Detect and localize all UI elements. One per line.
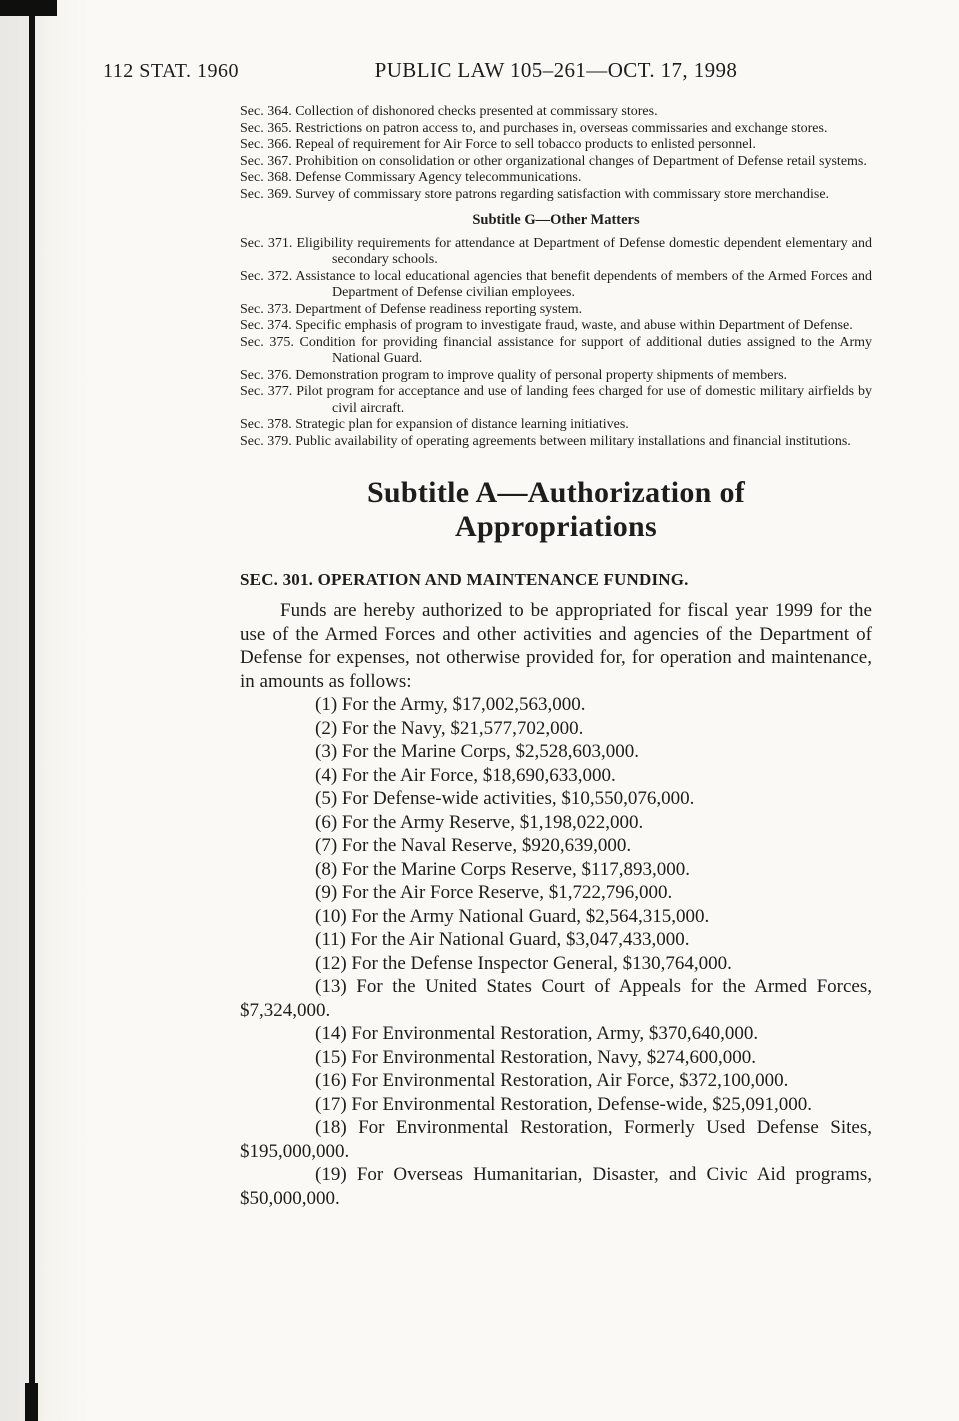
- table-of-contents: [240, 104, 872, 450]
- toc-entry-text: Condition for providing financial assistance for support of additional duties assigned to the Army National Guard.: [299, 334, 872, 366]
- toc-entry-text: Demonstration program to improve quality of personal property shipments of members.: [295, 367, 788, 383]
- toc-entry-label: Sec. 379.: [240, 433, 292, 449]
- toc-entry-label: Sec. 374.: [240, 318, 292, 333]
- toc-entry-text: Assistance to local educational agencies that benefit dependents of members of the Armed Forces and Department of Defense civilian employees.: [295, 268, 873, 300]
- stat-page-number: 112 STAT. 1960: [103, 60, 239, 82]
- appropriation-item: (10) For the Army National Guard, $2,564,315,000.: [315, 905, 710, 927]
- toc-entry: [240, 269, 872, 302]
- toc-entry-text: Eligibility requirements for attendance at Department of Defense domestic dependent elementary and secondary schools.: [296, 235, 873, 267]
- toc-entry-text: Strategic plan for expansion of distance learning initiatives.: [295, 417, 629, 432]
- toc-entry-label: Sec. 364.: [240, 104, 292, 119]
- page-content: [240, 104, 872, 1210]
- appropriation-item: (16) For Environmental Restoration, Air Force, $372,100,000.: [315, 1070, 789, 1091]
- toc-entry: [240, 368, 872, 385]
- appropriation-item: (9) For the Air Force Reserve, $1,722,796,000.: [315, 882, 673, 903]
- toc-entry-label: Sec. 366.: [240, 137, 292, 152]
- appropriation-item: (18) For Environmental Restoration, Formerly Used Defense Sites, $195,000,000.: [240, 1117, 872, 1162]
- toc-entry: [240, 187, 872, 204]
- toc-entry-label: Sec. 376.: [240, 367, 292, 383]
- subtitle-a-heading-line2: Appropriations: [454, 510, 658, 543]
- toc-entry-label: Sec. 365.: [240, 120, 292, 136]
- toc-entry: [240, 121, 872, 138]
- toc-entry-label: Sec. 375.: [240, 334, 294, 350]
- appropriation-item: (8) For the Marine Corps Reserve, $117,893,000.: [315, 858, 691, 880]
- appropriation-item: (14) For Environmental Restoration, Army, $370,640,000.: [315, 1023, 759, 1044]
- scan-artifact-bottom: [25, 1383, 38, 1421]
- toc-entry: [240, 302, 872, 319]
- toc-entry: [240, 335, 872, 368]
- subtitle-a-heading: [240, 476, 872, 544]
- toc-entry-text: Repeal of requirement for Air Force to sell tobacco products to enlisted personnel.: [295, 137, 756, 152]
- toc-entry-text: Restrictions on patron access to, and purchases in, overseas commissaries and exchange stores.: [295, 120, 828, 136]
- toc-subtitle-g-heading: Subtitle G—Other Matters: [472, 212, 640, 228]
- sec-301-heading: SEC. 301. OPERATION AND MAINTENANCE FUNDING.: [240, 570, 689, 589]
- appropriation-item: (5) For Defense-wide activities, $10,550,076,000.: [315, 788, 695, 809]
- appropriation-item: (13) For the United States Court of Appeals for the Armed Forces, $7,324,000.: [240, 976, 872, 1021]
- appropriation-item: (7) For the Naval Reserve, $920,639,000.: [315, 835, 632, 856]
- appropriation-item: (19) For Overseas Humanitarian, Disaster, and Civic Aid programs, $50,000,000.: [240, 1164, 872, 1209]
- appropriation-item: (4) For the Air Force, $18,690,633,000.: [315, 764, 616, 786]
- toc-entry-text: Prohibition on consolidation or other organizational changes of Department of Defense retail systems.: [295, 153, 867, 169]
- toc-entry: [240, 434, 872, 451]
- toc-entry-label: Sec. 368.: [240, 170, 292, 185]
- toc-entry: [240, 318, 872, 335]
- toc-entry: [240, 154, 872, 171]
- toc-entry: [240, 137, 872, 154]
- toc-entry: [240, 170, 872, 187]
- toc-entry-text: Department of Defense readiness reporting system.: [295, 301, 583, 317]
- toc-entry: [240, 384, 872, 417]
- appropriation-item: (3) For the Marine Corps, $2,528,603,000.: [315, 741, 640, 762]
- toc-entry: [240, 417, 872, 434]
- toc-entry-label: Sec. 367.: [240, 153, 292, 169]
- toc-entry-text: Public availability of operating agreements between military installations and financial institutions.: [295, 433, 851, 449]
- appropriation-item: (6) For the Army Reserve, $1,198,022,000.: [315, 811, 644, 833]
- appropriation-item: (11) For the Air National Guard, $3,047,433,000.: [315, 929, 690, 950]
- appropriation-item: (17) For Environmental Restoration, Defense-wide, $25,091,000.: [315, 1093, 813, 1115]
- toc-entry-text: Specific emphasis of program to investigate fraud, waste, and abuse within Department of Defense.: [295, 318, 853, 333]
- subtitle-a-heading-line1: Subtitle A—Authorization of: [366, 476, 746, 509]
- toc-entry-label: Sec. 369.: [240, 186, 292, 202]
- law-title: PUBLIC LAW 105–261—OCT. 17, 1998: [374, 58, 738, 82]
- toc-entry-text: Pilot program for acceptance and use of landing fees charged for use of domestic military airfields by civil aircraft.: [296, 384, 872, 416]
- toc-entry-text: Survey of commissary store patrons regarding satisfaction with commissary store merchandise.: [295, 186, 830, 202]
- toc-entry: [240, 236, 872, 269]
- toc-entry-label: Sec. 377.: [240, 384, 293, 399]
- toc-entry-label: Sec. 378.: [240, 417, 292, 432]
- appropriation-item: (12) For the Defense Inspector General, $130,764,000.: [315, 952, 732, 974]
- toc-entry-label: Sec. 371.: [240, 235, 293, 251]
- toc-entry-text: Defense Commissary Agency telecommunications.: [295, 170, 582, 185]
- toc-entry: [240, 104, 872, 121]
- sec-301-body: [240, 599, 872, 1210]
- appropriation-item: (2) For the Navy, $21,577,702,000.: [315, 717, 584, 739]
- appropriation-item: (1) For the Army, $17,002,563,000.: [315, 694, 586, 715]
- toc-entry-label: Sec. 373.: [240, 301, 292, 317]
- scan-artifact-binding-line: [29, 0, 35, 1421]
- sec-301-intro: Funds are hereby authorized to be appropriated for fiscal year 1999 for the use of the Armed Forces and other activities and agencies of the Department of Defense for expenses, not otherwise provided for, for operation and maintenance, in amounts as follows:: [240, 600, 872, 692]
- toc-entry-text: Collection of dishonored checks presented at commissary stores.: [295, 104, 658, 119]
- appropriation-item: (15) For Environmental Restoration, Navy, $274,600,000.: [315, 1046, 756, 1068]
- toc-entry-label: Sec. 372.: [240, 268, 293, 284]
